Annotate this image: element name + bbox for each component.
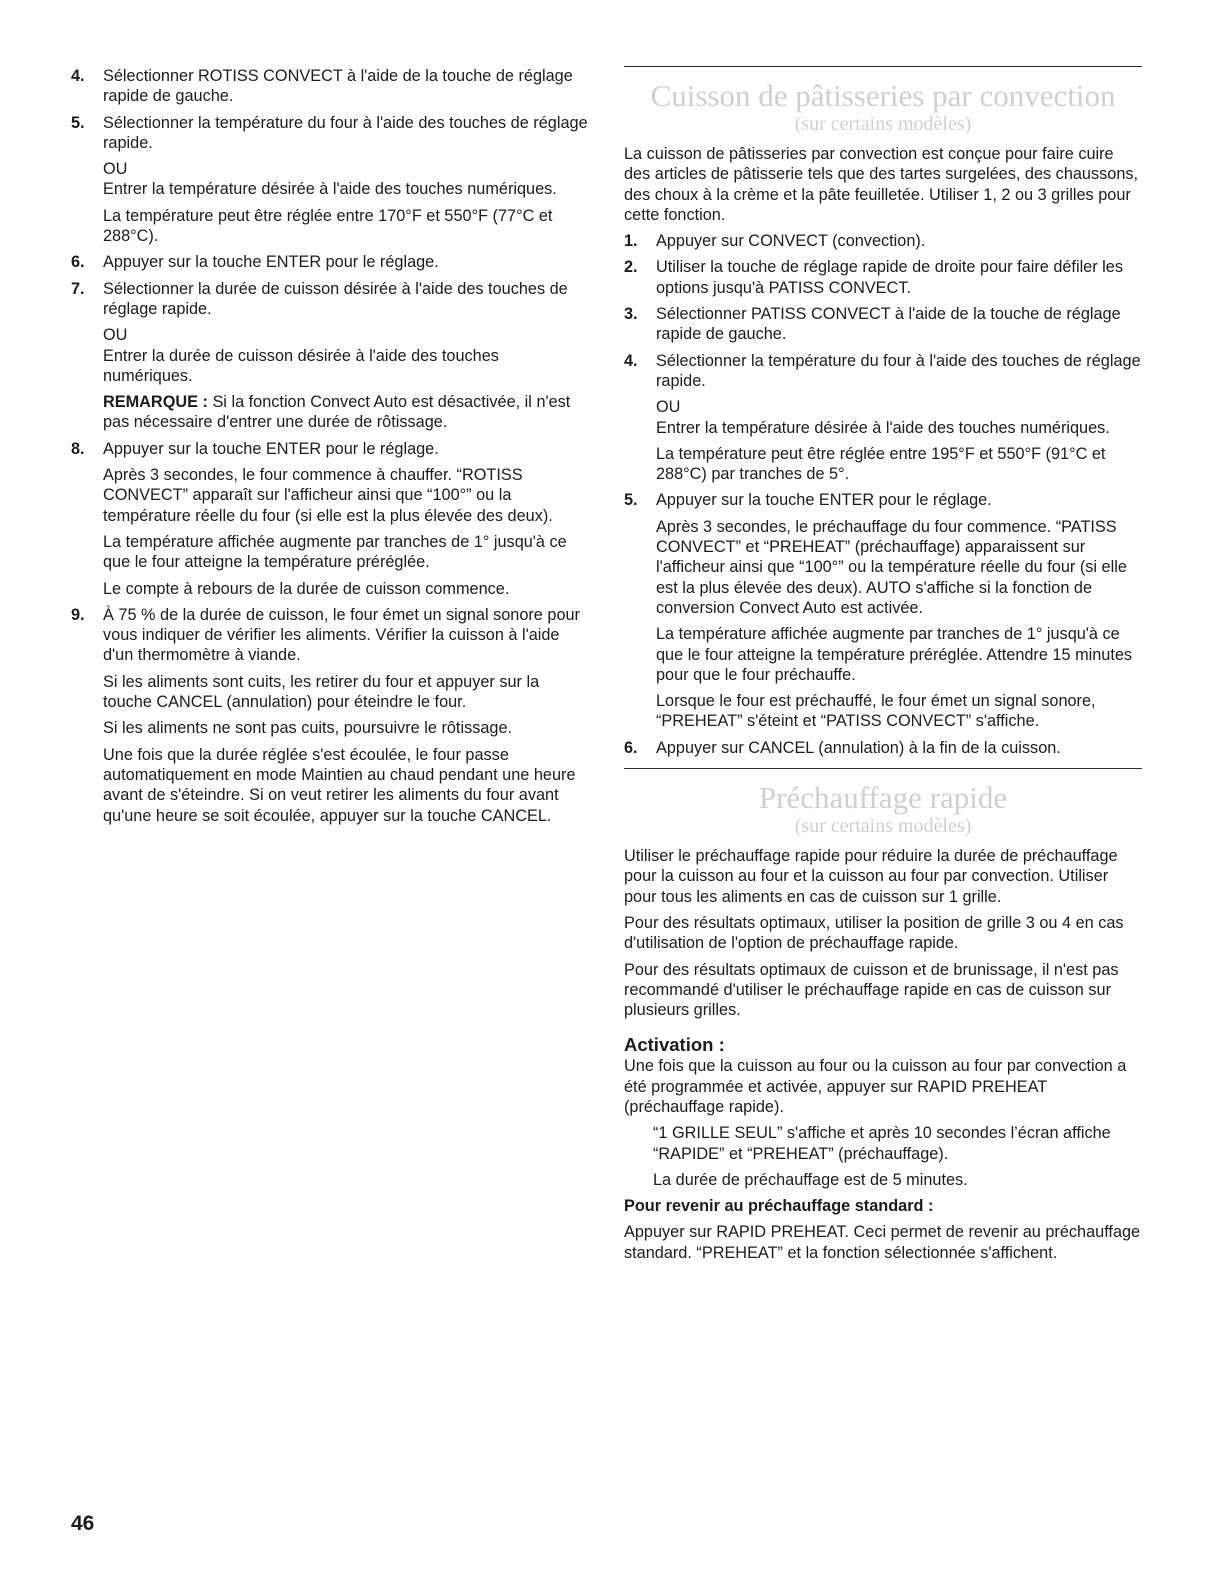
step-text: Sélectionner la température du four à l'aide des touches de réglage rapide. [656, 351, 1141, 390]
step-text: Appuyer sur CONVECT (convection). [656, 232, 926, 251]
pastry-section-subtitle: (sur certains modèles) [794, 113, 972, 135]
pastry-step-2 [624, 257, 1142, 298]
pastry-step-3 [624, 304, 1142, 345]
pastry-step-1 [624, 231, 1142, 251]
activation-heading: Activation : [624, 1034, 725, 1056]
rapid-paragraph: Pour des résultats optimaux de cuisson et de brunissage, il n'est pas recommandé d'utiliser le préchauffage rapide en cas de cuisson sur plusieurs grilles. [624, 960, 1119, 1020]
left-column [71, 66, 591, 832]
step-text: Appuyer sur CANCEL (annulation) à la fin de la cuisson. [656, 738, 1061, 757]
remark-label: REMARQUE : [103, 393, 208, 412]
step-number: 9. [71, 605, 85, 624]
step-paragraph: Après 3 secondes, le four commence à chauffer. “ROTISS CONVECT” apparaît sur l'afficheur ainsi que “100°” ou la température réelle du four (si elle est la plus élevée des deux). [103, 466, 553, 525]
step-paragraph: Après 3 secondes, le préchauffage du four commence. “PATISS CONVECT” et “PREHEAT” (préchauffage) apparaissent sur l'afficheur ainsi que “100°” ou la température réelle du four (si elle est la plus élevée des deux). AUTO s'affiche si la fonction de conversion Convect Auto est activée. [656, 517, 1127, 617]
step-paragraph: Si les aliments sont cuits, les retirer du four et appuyer sur la touche CANCEL (annulation) pour éteindre le four. [103, 672, 540, 712]
step-paragraph: Si les aliments ne sont pas cuits, poursuivre le rôtissage. [103, 719, 513, 738]
step-paragraph: Une fois que la durée réglée s'est écoulée, le four passe automatiquement en mode Maintien au chaud pendant une heure avant de s'éteindre. Si on veut retirer les aliments du four avant qu'une heure se soit écoulée, appuyer sur la touche CANCEL. [103, 745, 576, 825]
activation-indented: “1 GRILLE SEUL” s'affiche et après 10 secondes l’écran affiche “RAPIDE” et “PREHEAT” (préchauffage). [653, 1124, 1111, 1163]
step-number: 6. [624, 738, 638, 757]
step-alt: Entrer la température désirée à l'aide des touches numériques. [656, 418, 1110, 437]
step-paragraph: La température affichée augmente par tranches de 1° jusqu'à ce que le four atteigne la température préréglée. [103, 532, 567, 572]
step-text: Appuyer sur la touche ENTER pour le réglage. [656, 491, 992, 510]
step-text: Sélectionner PATISS CONVECT à l'aide de la touche de réglage rapide de gauche. [656, 305, 1121, 344]
step-text: Sélectionner ROTISS CONVECT à l'aide de la touche de réglage rapide de gauche. [103, 67, 573, 106]
step-or: OU [103, 326, 128, 345]
standard-heading: Pour revenir au préchauffage standard : [624, 1197, 934, 1216]
step-text: À 75 % de la durée de cuisson, le four émet un signal sonore pour vous indiquer de vérifier les aliments. Vérifier la cuisson à l'aide d'un thermomètre à viande. [103, 605, 580, 665]
step-5 [71, 113, 591, 247]
step-number: 2. [624, 258, 638, 277]
step-number: 5. [624, 491, 638, 510]
pastry-section-title: Cuisson de pâtisseries par convection [650, 78, 1116, 113]
rapid-paragraph: Pour des résultats optimaux, utiliser la position de grille 3 ou 4 en cas d'utilisation de l'option de préchauffage rapide. [624, 913, 1124, 953]
step-alt: Entrer la température désirée à l'aide des touches numériques. [103, 180, 557, 199]
standard-text: Appuyer sur RAPID PREHEAT. Ceci permet de revenir au préchauffage standard. “PREHEAT” et la fonction sélectionnée s'affichent. [624, 1223, 1141, 1262]
step-number: 8. [71, 439, 85, 458]
step-8 [71, 439, 591, 599]
activation-indented: La durée de préchauffage est de 5 minutes. [653, 1170, 968, 1189]
section-divider [624, 768, 1142, 769]
step-or: OU [656, 398, 681, 417]
step-number: 5. [71, 113, 85, 132]
step-paragraph: La température affichée augmente par tranches de 1° jusqu'à ce que le four atteigne la température préréglée. Attendre 15 minutes pour que le four préchauffe. [656, 625, 1133, 684]
step-number: 7. [71, 279, 85, 298]
pastry-step-6 [624, 738, 1142, 758]
step-paragraph: Lorsque le four est préchauffé, le four émet un signal sonore, “PREHEAT” s'éteint et “PATISS CONVECT” s'affiche. [656, 692, 1096, 731]
step-text: Sélectionner la durée de cuisson désirée à l'aide des touches de réglage rapide. [103, 279, 568, 318]
step-alt: Entrer la durée de cuisson désirée à l'aide des touches numériques. [103, 346, 499, 385]
step-number: 1. [624, 232, 638, 251]
step-note: La température peut être réglée entre 170°F et 550°F (77°C et 288°C). [103, 206, 553, 246]
step-or: OU [103, 160, 128, 179]
step-text: Utiliser la touche de réglage rapide de droite pour faire défiler les options jusqu'à PATISS CONVECT. [656, 258, 1123, 297]
step-text: Appuyer sur la touche ENTER pour le réglage. [103, 253, 439, 272]
page-number: 46 [71, 1512, 95, 1535]
right-column [624, 66, 1142, 1269]
step-number: 3. [624, 305, 638, 324]
step-9 [71, 605, 591, 826]
pastry-step-4 [624, 351, 1142, 485]
step-number: 4. [71, 67, 85, 85]
step-number: 6. [71, 253, 85, 272]
pastry-intro: La cuisson de pâtisseries par convection est conçue pour faire cuire des articles de pâtisserie tels que des tartes surgelées, des chaussons, des choux à la crème et la pâte feuilletée. Utiliser 1, 2 ou 3 grilles pour cette fonction. [624, 145, 1139, 224]
step-text: Sélectionner la température du four à l'aide des touches de réglage rapide. [103, 113, 588, 152]
section-divider [624, 66, 1142, 67]
activation-text: Une fois que la cuisson au four ou la cuisson au four par convection a été programmée et activée, appuyer sur RAPID PREHEAT (préchauffage rapide). [624, 1057, 1127, 1116]
step-remark [103, 392, 591, 433]
pastry-step-5 [624, 490, 1142, 731]
rapid-paragraph: Utiliser le préchauffage rapide pour réduire la durée de préchauffage pour la cuisson au four et la cuisson au four par convection. Utiliser pour tous les aliments en cas de cuisson sur 1 grille. [624, 847, 1118, 906]
step-number: 4. [624, 351, 638, 370]
step-paragraph: Le compte à rebours de la durée de cuisson commence. [103, 579, 510, 598]
rapid-section-title: Préchauffage rapide [758, 780, 1008, 816]
step-7 [71, 279, 591, 433]
step-note: La température peut être réglée entre 195°F et 550°F (91°C et 288°C) par tranches de 5°. [656, 444, 1106, 484]
step-text: Appuyer sur la touche ENTER pour le réglage. [103, 439, 439, 458]
step-4 [71, 66, 591, 107]
rapid-section-subtitle: (sur certains modèles) [794, 815, 972, 838]
step-6 [71, 252, 591, 272]
remark-text: Si la fonction Convect Auto est désactivée, il n'est pas nécessaire d'entrer une durée de rôtissage. [103, 393, 571, 432]
